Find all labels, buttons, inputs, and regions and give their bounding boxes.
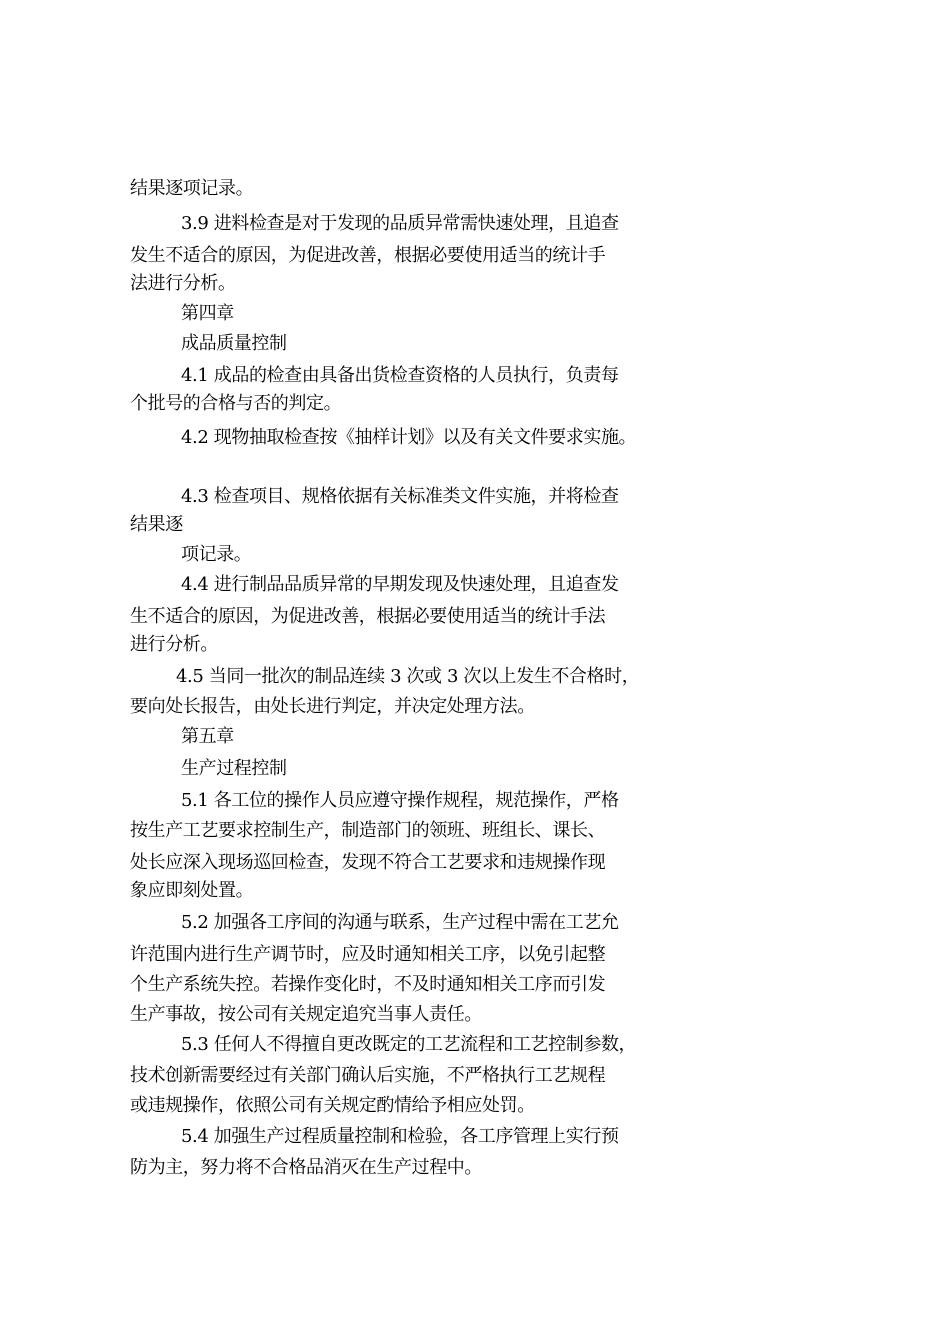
text-line: 技术创新需要经过有关部门确认后实施，不严格执行工艺规程 [130,1065,606,1086]
paragraph-line: 4.5 当同一批次的制品连续 3 次或 3 次以上发生不合格时， [176,666,640,687]
text-line: 生产事故，按公司有关规定追究当事人责任。 [130,1004,482,1025]
paragraph-line: 5.3 任何人不得擅自更改既定的工艺流程和工艺控制参数， [181,1034,637,1055]
paragraph-line: 4.3 检查项目、规格依据有关标准类文件实施，并将检查 [181,486,619,507]
paragraph-line: 5.4 加强生产过程质量控制和检验，各工序管理上实行预 [181,1126,619,1147]
text-line: 象应即刻处置。 [130,880,254,901]
text-line: 或违规操作，依照公司有关规定酌情给予相应处罚。 [130,1095,535,1116]
text-line: 要向处长报告，由处长进行判定，并决定处理方法。 [130,696,535,717]
text-line: 法进行分析。 [130,273,236,294]
paragraph-line: 4.2 现物抽取检查按《抽样计划》以及有关文件要求实施。 [181,427,637,448]
text-line: 项记录。 [181,544,252,565]
chapter-heading: 第五章 [181,726,234,747]
text-line: 许范围内进行生产调节时，应及时通知相关工序，以免引起整 [130,944,606,965]
paragraph-line: 4.4 进行制品品质异常的早期发现及快速处理，且追查发 [181,574,619,595]
text-line: 进行分析。 [130,634,218,655]
text-line: 按生产工艺要求控制生产，制造部门的领班、班组长、课长、 [130,820,606,841]
text-line: 防为主，努力将不合格品消灭在生产过程中。 [130,1157,482,1178]
text-line: 结果逐项记录。 [130,178,254,199]
section-title: 生产过程控制 [181,758,287,779]
text-line: 生不适合的原因，为促进改善，根据必要使用适当的统计手法 [130,606,606,627]
text-line: 结果逐 [130,514,183,535]
section-title: 成品质量控制 [181,333,287,354]
paragraph-line: 3.9 进料检查是对于发现的品质异常需快速处理，且追查 [181,213,619,234]
text-line: 处长应深入现场巡回检查，发现不符合工艺要求和违规操作现 [130,852,606,873]
chapter-heading: 第四章 [181,303,234,324]
paragraph-line: 5.1 各工位的操作人员应遵守操作规程，规范操作，严格 [181,790,619,811]
paragraph-line: 4.1 成品的检查由具备出货检查资格的人员执行，负责每 [181,365,619,386]
text-line: 发生不适合的原因，为促进改善，根据必要使用适当的统计手 [130,245,606,266]
paragraph-line: 5.2 加强各工序间的沟通与联系，生产过程中需在工艺允 [181,912,619,933]
text-line: 个生产系统失控。若操作变化时，不及时通知相关工序而引发 [130,974,606,995]
text-line: 个批号的合格与否的判定。 [130,393,342,414]
